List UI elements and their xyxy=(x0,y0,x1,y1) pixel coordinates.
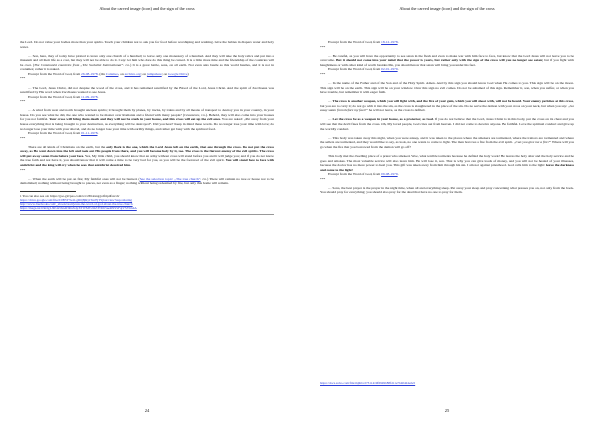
jumpshare-link[interactable]: jumpshare xyxy=(146,71,162,76)
paragraph: the Lord. Do not value your bodies more than your spirits. Teach your children not to ask you for food before worshiping and washing. Give the babies in diapers water and holy water. xyxy=(20,40,274,49)
footnote-rule xyxy=(20,191,76,192)
paragraph: … When the earth will be put on fire; My faithful ones will not be burned. (See the selection topic: „The true church”. r.n.) There will remain no tree or house not to be demolished; nothing without being brought to pieces, not even as a finger; nothing without being redeemed by fire, but only this home will remain. xyxy=(20,176,274,186)
see-selection-link[interactable]: See the selection topic: „The true church” xyxy=(139,176,201,181)
date-link[interactable]: 01-11-1978 xyxy=(81,131,98,136)
right-page-body xyxy=(320,40,574,195)
date-link[interactable]: 11-09-1978 xyxy=(81,94,98,99)
google-drive-link[interactable]: Google Drive xyxy=(168,71,188,76)
separator: *** xyxy=(20,76,26,81)
page-number: 24 xyxy=(144,408,150,414)
excerpt-source: Excerpt from the Word of God, from 01-11-1978. xyxy=(28,131,99,136)
footnotes xyxy=(20,194,274,210)
date-link[interactable]: 02-01-1979 xyxy=(381,67,398,72)
right-page xyxy=(306,0,588,424)
separator: *** xyxy=(320,44,326,49)
running-head-right: About the carved image (icon) and the sign of the cross xyxy=(399,6,495,11)
paragraph: … This body was taken away this night, when you were asleep, and it was taken to the places where the smokers are tormented, where the traitors are tormented and where the sellers are tormented, and they would like to say, as look, no one wants to come to light. The man borrows a fire from the evil spirit. „Can you give me a fire?” Where will you go when the fire that you borrowed from the demon will go off? xyxy=(320,135,574,149)
page-number: 25 xyxy=(444,408,450,414)
paragraph: … Son, here, they of today have plotted to leave only one church of a hundred; to leave only one monastery of a hundred. And they will take the holy relics and put into a museum and all their life as a cost, but they will not be able to do it. I say: let him who dare do this thing be cursed. It is a little more time and the friendship of the countries will be over. (The Communist countries from „The Socialist International”. r.n.) It is a great battle, sons, on all earth. Not even ants bustle as this world hustles, and it is not in costumes; rather it is naked. xyxy=(20,53,274,72)
left-page xyxy=(6,0,288,424)
paragraph: … A wind from west and north brought unclean spirits; it brought them by planes, by tracks, by trains and by all means of transport to destroy you in your country, in your house. Do you see what he did, the one who wanted to be master over Romania and a friend with many people? (Ceausescu, r.n.). Behold, they will also come into your houses for you not faithful. Your cross will bring them death and they will not be stuck in your house, and this cross will eat up the evil ones. You are asked: „Put away from your house everything that is being brought to your destruction, as everything will be destroyed”. Did you hear? Keep in mind these words. Do no longer lose your time with love; do no longer lose your time with your shovel, and do no longer lose your time with earthly things, and rather get busy with the spiritual food. xyxy=(20,108,274,131)
separator: *** xyxy=(20,99,26,104)
separator: *** xyxy=(320,176,326,181)
excerpt-source: Excerpt from the Word of God, from 18-12-1978. xyxy=(328,40,399,44)
paragraph: There are all kinds of Christians on the earth, but the only flock is the one, which the Lord Jesus left on the earth, that one through the cross. Do not put the cross away, as He went down into the left and took out His people from there, and you will become holy by it, too. The cross is the fiercest enemy of the evil spirits. The cross will put away satan from before your face. Yes, My little child, you should know that an army without cross will stand before you and it will judge you; and if you do not know the true faith and not have it, you should know that it will come a time to be very bad for you, as you will be the footstool of the evil spirit. You will stand face to face with antichrist and the king will cry when he sees that antichrist deceived him. xyxy=(20,144,274,167)
excerpt-source: Excerpt from the Word of God, from 26-08-1978. (On Calameo, on archive.org; on jumpshare; on Google Drive) xyxy=(28,71,189,76)
date-link[interactable]: 18-12-1978 xyxy=(381,40,398,44)
separator: *** xyxy=(20,167,26,172)
page-rule xyxy=(20,214,274,215)
paragraph: This body met the dwelling place of a priest who smoked. Woe, what terrible torments because he defiled the holy work! He leaves the holy altar and the holy service and he goes and smokes. The most valuable service will also leave him. He will lose it, son. That is why you can give loads of money, and you will not be healed of your illnesses, because the doctor has no more power to heal you. This gift was taken away from him through his sin. I am not against priesthood. God calls him to the light: leave the darkness and come to the light! xyxy=(320,153,574,172)
running-head-left: About the carved image (icon) and the sign of the cross xyxy=(99,6,195,11)
footnote-link[interactable]: http://www.freebooks.com/_ebook/read/jesus-the-word-of-god-about-the-true-church xyxy=(20,201,133,206)
paragraph: … Let the cross be as a weapon in your house, as a protector, as God. If you do not believe that the Lord, Jesus Christ is in this body, put the cross on its chest and you will see that the devil flees from the cross. Oh, My loved people, God cries out from heaven. I did not come to deceive anyone. Be faithful. Love the spiritual conduct and give up the worldly conduct. xyxy=(320,117,574,131)
date-link[interactable]: 09-08-1979 xyxy=(381,172,398,177)
archive-link[interactable]: archive.org xyxy=(124,71,141,76)
footnote-link[interactable]: https://mega.nz/#!kOgLJR!4z5hGR3RnX4yXTWMV2OZ/EX0t5ueRNSSFqlVSYfm4A xyxy=(20,206,137,211)
excerpt-source: Excerpt from the Word of God, from 11-09-1978. xyxy=(28,94,99,99)
bottom-link[interactable]: https://docs.zoho.com/file/mjthbc27311419f6949b88fd11e7b40424e2e5 xyxy=(320,381,416,386)
date-link[interactable]: 26-08-1978 xyxy=(81,71,98,76)
footnote: 1 You can also see on: https://goo.gl/cpao.com/x/c/2654/eng/pdfcipdfsw/dv xyxy=(20,193,120,198)
separator: *** xyxy=(320,71,326,76)
separator: *** xyxy=(20,135,26,140)
calameo-link[interactable]: Calameo xyxy=(105,71,119,76)
excerpt-source: Excerpt from the Word of God, from 02-01-1979. xyxy=(328,67,399,72)
paragraph: … Sons, the best prayer is the prayer in the night time, when all and everything sleep. Put away your sleep and pray concerning what presses you on, not only from the book. You should pray for everything; you should also pray for the dead that have no one to pray for them. xyxy=(320,185,574,195)
paragraph: … In the name of the Father and of the Son and of the Holy Spirit. Amen. And by this sign you should know God when He comes to you. This sign will be on the moon. This sign will be on the earth. This sign will be on your window. Over this sign no evil comes. Do not be ashamed of this sign. Remember it, son, when you suffer, or when you have trouble, but remember it with eager faith. xyxy=(320,81,574,95)
paragraph: … Be careful, as you will have the opportunity to see satan in the flesh and even to make war with him face to face, but know that the Lord Jesus will not leave you to be overcome. But it should not come into your mind that the power is yours, but rather only with the sign of the cross will you no longer see satan; but if you fight with haughtiness or with other kind of worth besides Me, you should know that satan will bring you under his feet. xyxy=(320,53,574,67)
paragraph: … The Lord, Jesus Christ, did not despise the wood of the cross, and it has remained sanctified by the Blood of the Lord, Jesus Christ. And the spirit of Zacchaeus was sanctified by His word when Zacchaeus wanted to see Jesus. xyxy=(20,85,274,95)
left-page-body xyxy=(20,40,274,215)
excerpt-source: Excerpt from the Word of God, from 09-08-1979. xyxy=(328,172,399,177)
footnote-link[interactable]: https://drive.google.com/file/d/0B5Y3wO-gR6j8jRj1TwrEjTSjbA/view?usp=sharing xyxy=(20,197,133,202)
paragraph: … The cross is another weapon, which you will fight with, and the five of your gain, which you will shoot with, will not be heard. Your enemy perishes at this cross, but you are to carry it; do not go with it into the sin, as the cross is slaughtered in the place of the sin. Do no serve the demon with your cross on your neck, but when you say: „Go away satan from before my face!” he will not leave, as the cross is defiled. xyxy=(320,99,575,113)
